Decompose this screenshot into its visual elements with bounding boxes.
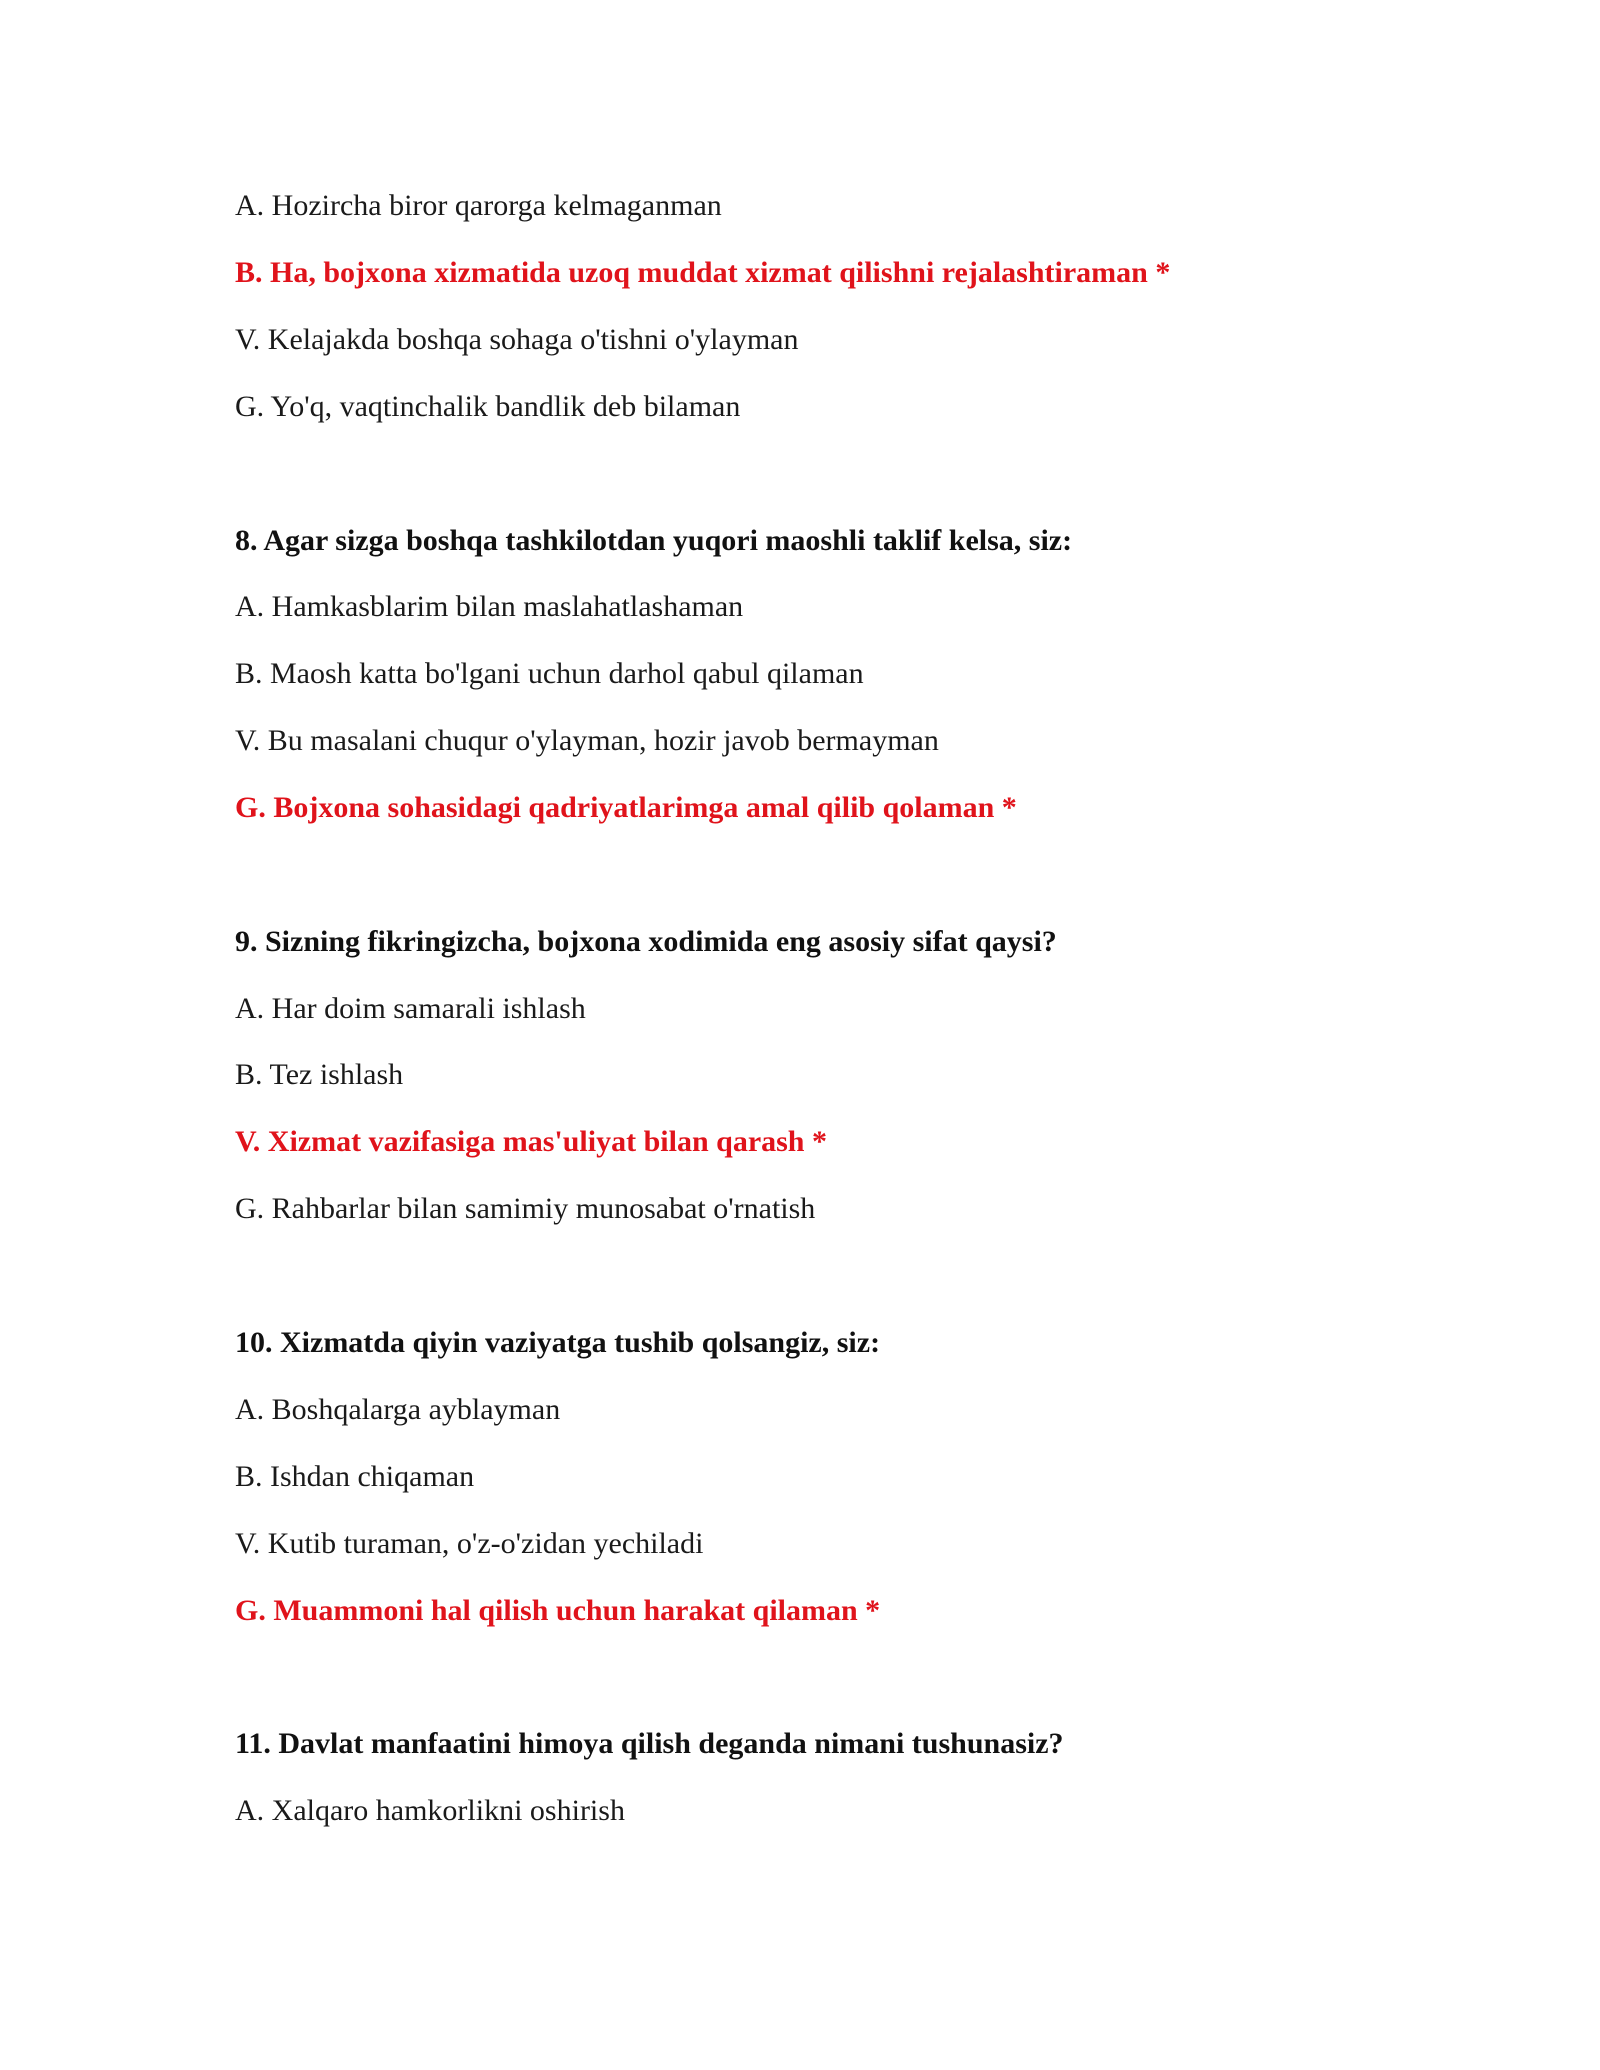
option-10v: V. Kutib turaman, o'z-o'zidan yechiladi <box>235 1527 704 1560</box>
question-10: 10. Xizmatda qiyin vaziyatga tushib qolsangiz, siz: <box>235 1326 881 1359</box>
question-9: 9. Sizning fikringizcha, bojxona xodimida eng asosiy sifat qaysi? <box>235 925 1057 958</box>
option-8v: V. Bu masalani chuqur o'ylayman, hozir javob bermayman <box>235 724 939 757</box>
option-9a: A. Har doim samarali ishlash <box>235 992 586 1025</box>
option-10b: B. Ishdan chiqaman <box>235 1460 475 1493</box>
option-8g-correct: G. Bojxona sohasidagi qadriyatlarimga amal qilib qolaman * <box>235 791 1017 824</box>
option-8b: B. Maosh katta bo'lgani uchun darhol qabul qilaman <box>235 657 864 690</box>
option-7b-correct: B. Ha, bojxona xizmatida uzoq muddat xizmat qilishni rejalashtiraman * <box>235 256 1171 289</box>
option-9b: B. Tez ishlash <box>235 1058 404 1091</box>
option-10a: A. Boshqalarga ayblayman <box>235 1393 561 1426</box>
question-11: 11. Davlat manfaatini himoya qilish deganda nimani tushunasiz? <box>235 1727 1064 1760</box>
option-7g: G. Yo'q, vaqtinchalik bandlik deb bilaman <box>235 390 741 423</box>
option-9g: G. Rahbarlar bilan samimiy munosabat o'rnatish <box>235 1192 816 1225</box>
option-9v-correct: V. Xizmat vazifasiga mas'uliyat bilan qarash * <box>235 1125 827 1158</box>
option-10g-correct: G. Muammoni hal qilish uchun harakat qilaman * <box>235 1594 881 1627</box>
option-11a: A. Xalqaro hamkorlikni oshirish <box>235 1794 625 1827</box>
question-8: 8. Agar sizga boshqa tashkilotdan yuqori maoshli taklif kelsa, siz: <box>235 524 1073 557</box>
option-7v: V. Kelajakda boshqa sohaga o'tishni o'ylayman <box>235 323 799 356</box>
option-8a: A. Hamkasblarim bilan maslahatlashaman <box>235 590 744 623</box>
option-7a: A. Hozircha biror qarorga kelmaganman <box>235 189 722 222</box>
